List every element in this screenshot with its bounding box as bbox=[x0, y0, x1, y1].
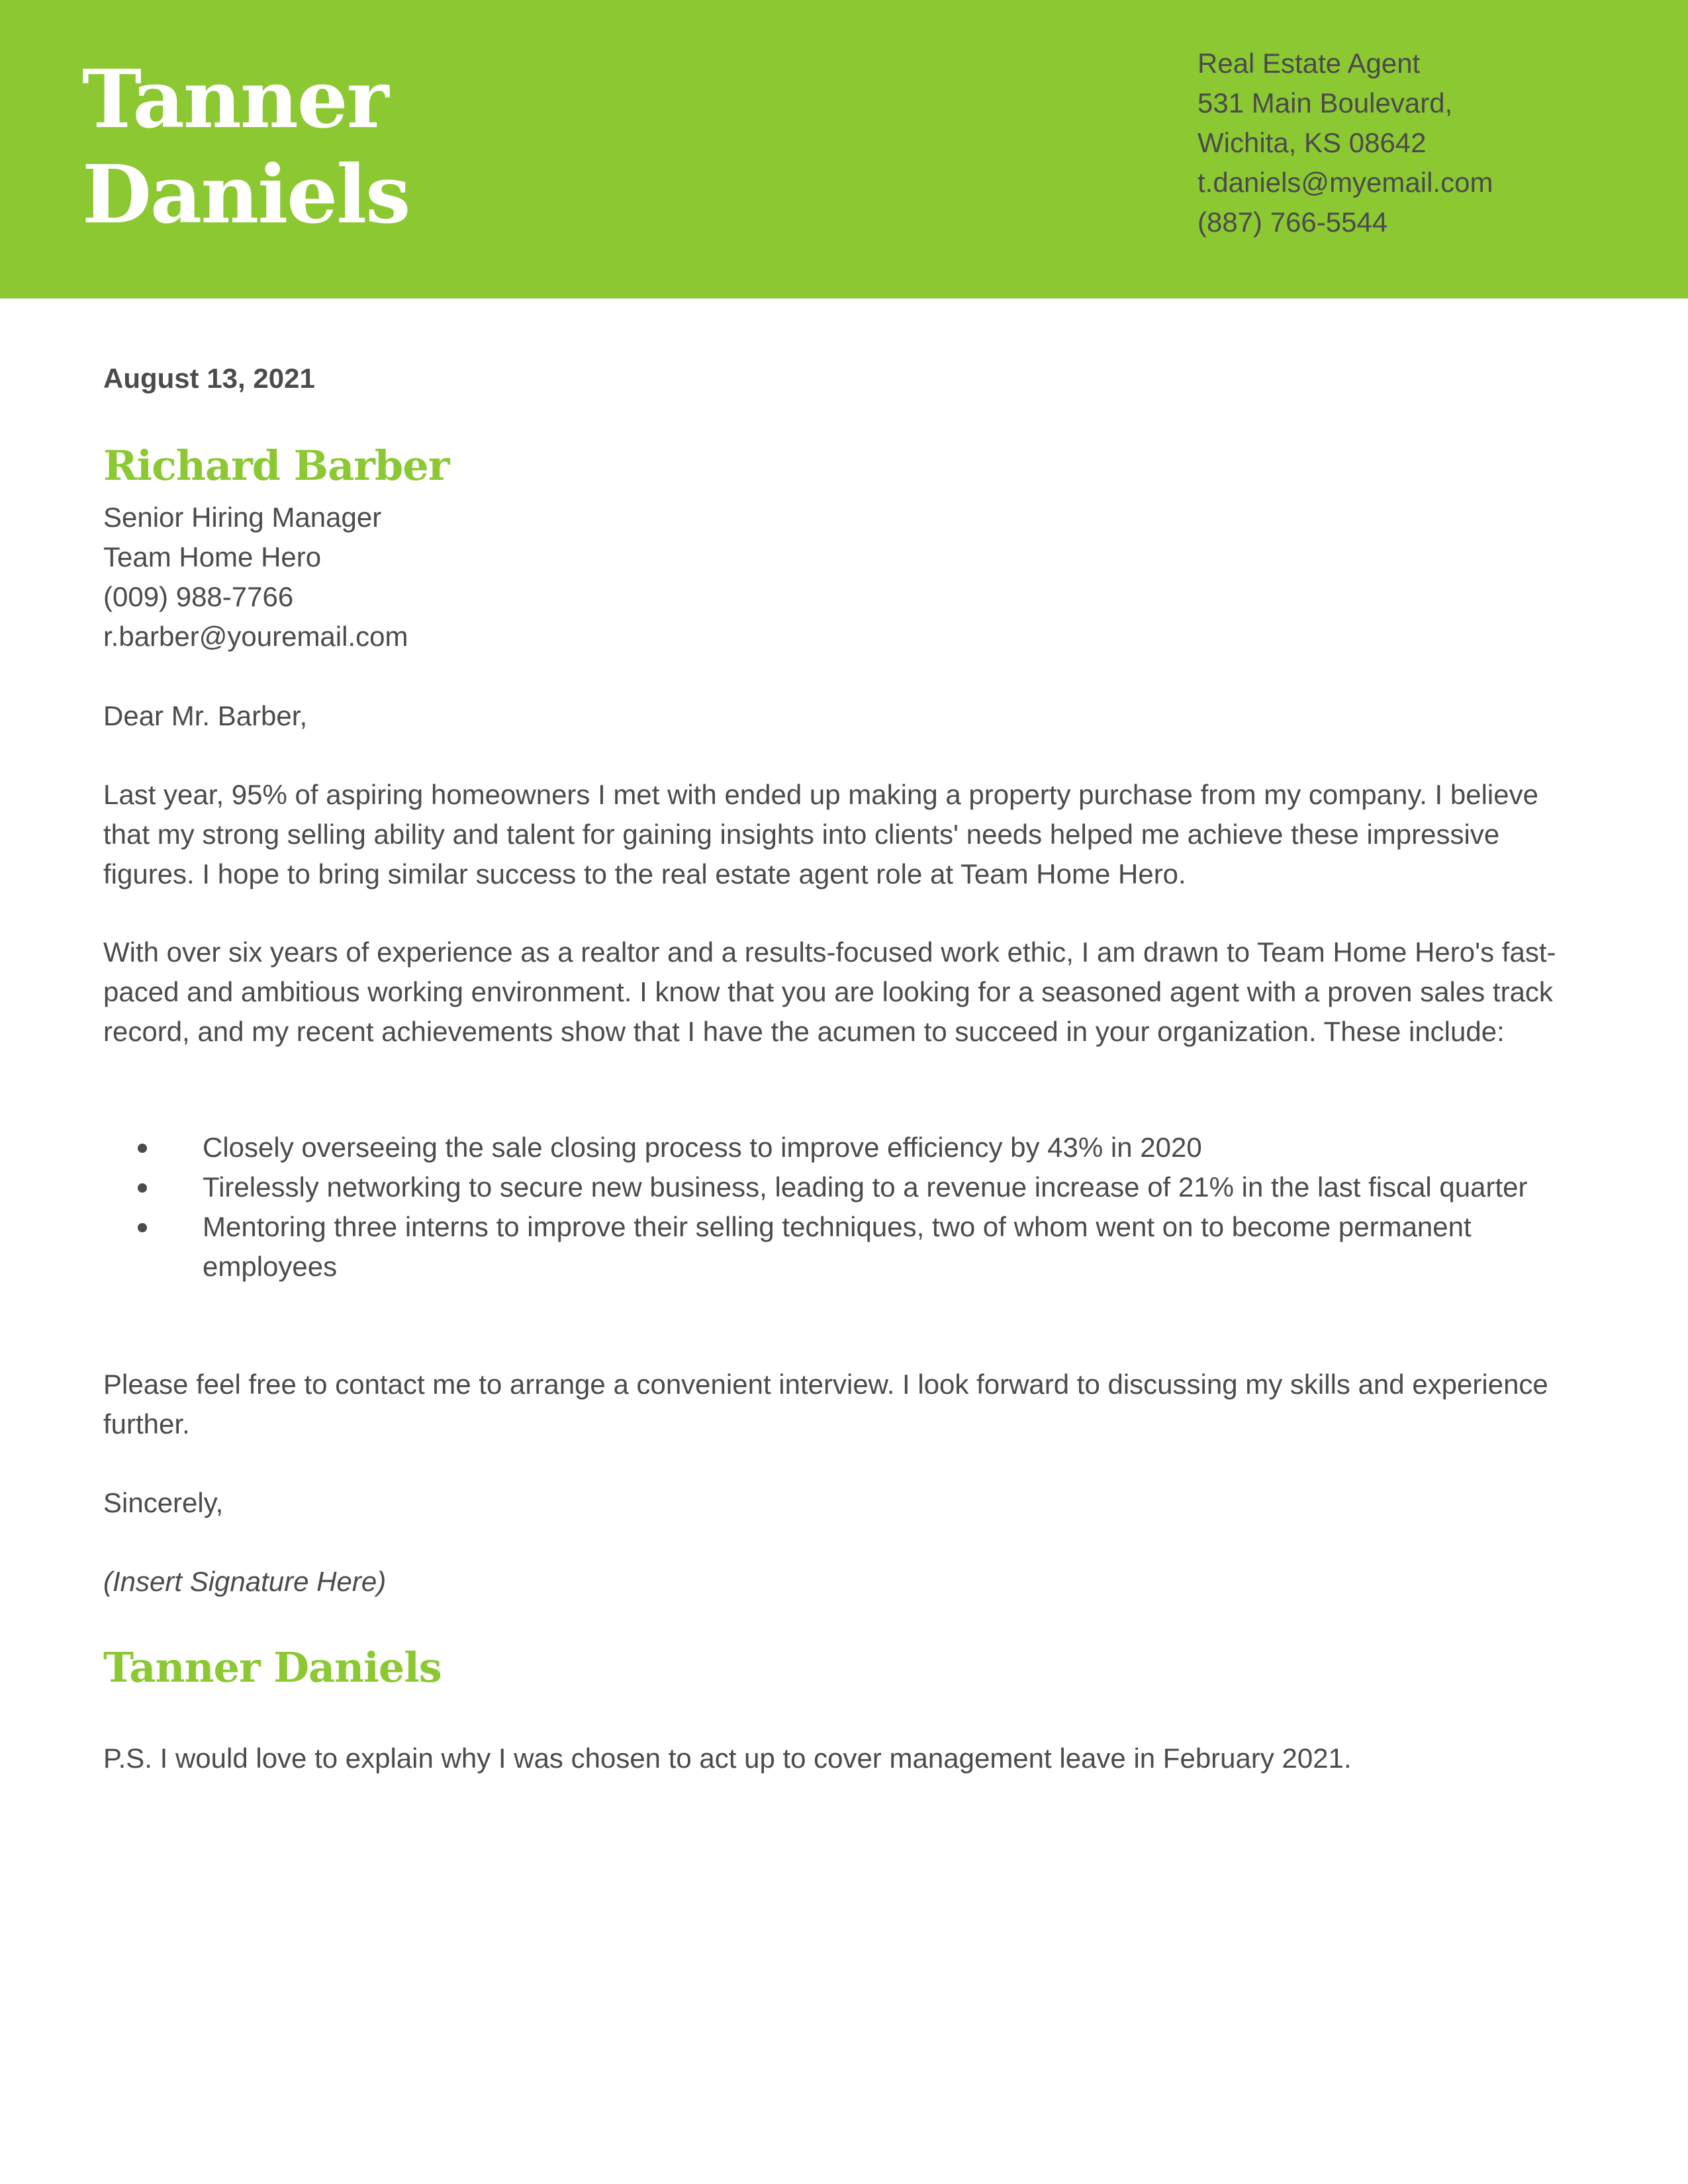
applicant-first-name: Tanner bbox=[82, 52, 388, 146]
job-title: Real Estate Agent bbox=[1197, 48, 1421, 79]
bullet-icon bbox=[138, 1183, 147, 1193]
bullet-icon bbox=[138, 1144, 147, 1153]
address-line-2: Wichita, KS 08642 bbox=[1197, 127, 1427, 158]
applicant-name bbox=[82, 52, 409, 242]
applicant-phone: (887) 766-5544 bbox=[1197, 206, 1388, 238]
bullet-icon bbox=[138, 1223, 147, 1232]
recipient-phone: (009) 988-7766 bbox=[103, 581, 294, 612]
address-line-1: 531 Main Boulevard, bbox=[1197, 87, 1453, 118]
list-item bbox=[103, 1207, 1579, 1287]
applicant-email: t.daniels@myemail.com bbox=[1197, 167, 1493, 198]
signature-placeholder: (Insert Signature Here) bbox=[103, 1566, 387, 1597]
list-item-text: Mentoring three interns to improve their selling techniques, two of whom went on to become permanent employees bbox=[203, 1211, 1472, 1282]
list-item bbox=[103, 1128, 1579, 1167]
recipient-company: Team Home Hero bbox=[103, 541, 322, 572]
achievements-list bbox=[103, 1128, 1579, 1287]
paragraph-experience: With over six years of experience as a realtor and a results-focused work ethic, I am drawn to Team Home Hero's fast-paced and ambitious working environment. I know that you are looking for a seasoned agent with a proven sales track record, and my recent achievements show that I have the acumen to succeed in your organization. These include: bbox=[103, 936, 1556, 1047]
list-item-text: Closely overseeing the sale closing process to improve efficiency by 43% in 2020 bbox=[203, 1132, 1202, 1163]
paragraph-closing: Please feel free to contact me to arrange a convenient interview. I look forward to discussing my skills and experience further. bbox=[103, 1369, 1548, 1439]
sender-name: Tanner Daniels bbox=[103, 1643, 442, 1692]
salutation: Dear Mr. Barber, bbox=[103, 700, 308, 731]
list-item bbox=[103, 1167, 1579, 1207]
list-item-text: Tirelessly networking to secure new business, leading to a revenue increase of 21% in the last fiscal quarter bbox=[203, 1171, 1528, 1203]
recipient-details bbox=[103, 498, 408, 657]
recipient-title: Senior Hiring Manager bbox=[103, 502, 382, 533]
recipient-name: Richard Barber bbox=[103, 441, 449, 490]
closing: Sincerely, bbox=[103, 1487, 224, 1518]
contact-block bbox=[1197, 44, 1493, 242]
applicant-last-name: Daniels bbox=[82, 147, 410, 242]
postscript: P.S. I would love to explain why I was chosen to act up to cover management leave in February 2021. bbox=[103, 1743, 1352, 1774]
header-band bbox=[0, 0, 1688, 298]
letter-date: August 13, 2021 bbox=[103, 363, 315, 394]
paragraph-intro: Last year, 95% of aspiring homeowners I met with ended up making a property purchase from my company. I believe that my strong selling ability and talent for gaining insights into clients' needs helped me achieve these impressive figures. I hope to bring similar success to the real estate agent role at Team Home Hero. bbox=[103, 779, 1538, 889]
recipient-email: r.barber@youremail.com bbox=[103, 621, 408, 652]
